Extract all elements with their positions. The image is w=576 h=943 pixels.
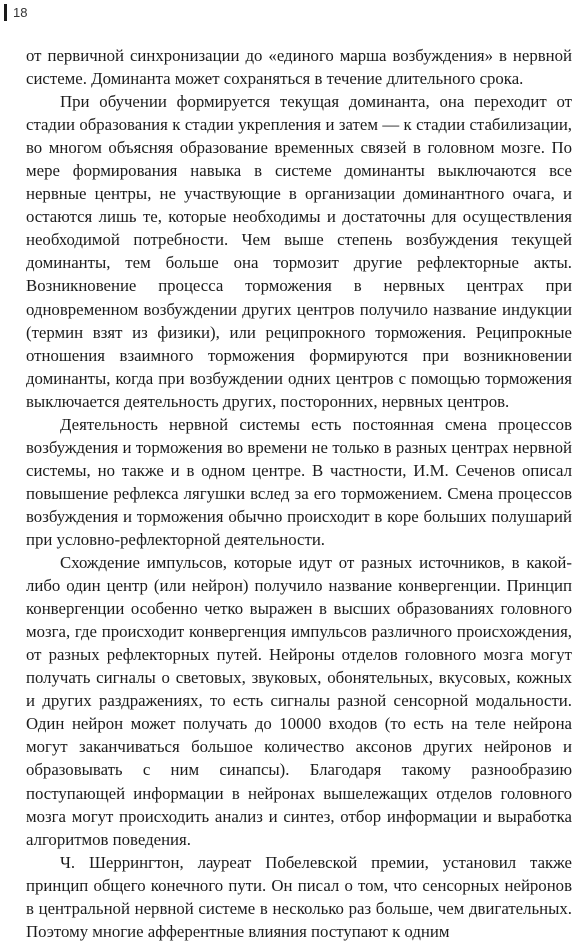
page-marker-bar	[4, 4, 7, 21]
page-number: 18	[13, 4, 28, 20]
paragraph-final-common-path: Ч. Шеррингтон, лауреат Побелевской премии, установил также принцип общего конечного пути. Он писал о том, что сенсорных нейронов в центральной нервной системе в несколько раз больше, чем двигательных. Поэтому многие афферентные влияния поступают к одним	[26, 852, 572, 941]
paragraph-continuation: от первичной синхронизации до «единого марша возбуждения» в нервной системе. Доминанта может сохраняться в течение длительного срока.	[26, 46, 572, 89]
page-header	[4, 3, 27, 21]
paragraph-convergence: Схождение импульсов, которые идут от разных источников, в какой-либо один центр (или нейрон) получило название конвергенции. Принцип конвергенции особенно четко выражен в высших образованиях головного мозга, где происходит конвергенция импульсов различного происхождения, от разных рефлекторных путей. Нейроны отделов головного мозга могут получать сигналы о световых, звуковых, обонятельных, вкусовых, кожных и других раздражениях, то есть сигналы разной сенсорной модальности. Один нейрон может получать до 10000 входов (то есть на теле нейрона могут заканчиваться большое количество аксонов других нейронов и образовывать с ним синапсы). Благодаря такому разнообразию поступающей информации в нейронах вышележащих отделов головного мозга могут происходить анализ и синтез, отбор информации и выработка алгоритмов поведения.	[26, 553, 572, 849]
document-body	[26, 44, 572, 943]
paragraph-current-dominant: При обучении формируется текущая доминанта, она переходит от стадии образования к стадии укрепления и затем — к стадии стабилизации, во многом объясняя образование временных связей в головном мозге. По мере формирования навыка в системе доминанты выключаются все нервные центры, не участвующие в организации доминантного очага, и остаются лишь те, которые необходимы и достаточны для осуществления необходимой потребности. Чем выше степень возбуждения текущей доминанты, тем больше она тормозит другие рефлекторные акты. Возникновение процесса торможения в нервных центрах при одновременном возбуждении других центров получило название индукции (термин взят из физики), или реципрокного торможения. Реципрокные отношения взаимного торможения формируются при возникновении доминанты, когда при возбуждении одних центров с помощью торможения выключается деятельность других, посторонних, нервных центров.	[26, 92, 572, 411]
paragraph-excitation-inhibition: Деятельность нервной системы есть постоянная смена процессов возбуждения и торможения во времени не только в разных центрах нервной системы, но также и в одном центре. В частности, И.М. Сеченов описал повышение рефлекса лягушки вслед за его торможением. Смена процессов возбуждения и торможения обычно происходит в коре больших полушарий при условно-рефлекторной деятельности.	[26, 414, 572, 549]
